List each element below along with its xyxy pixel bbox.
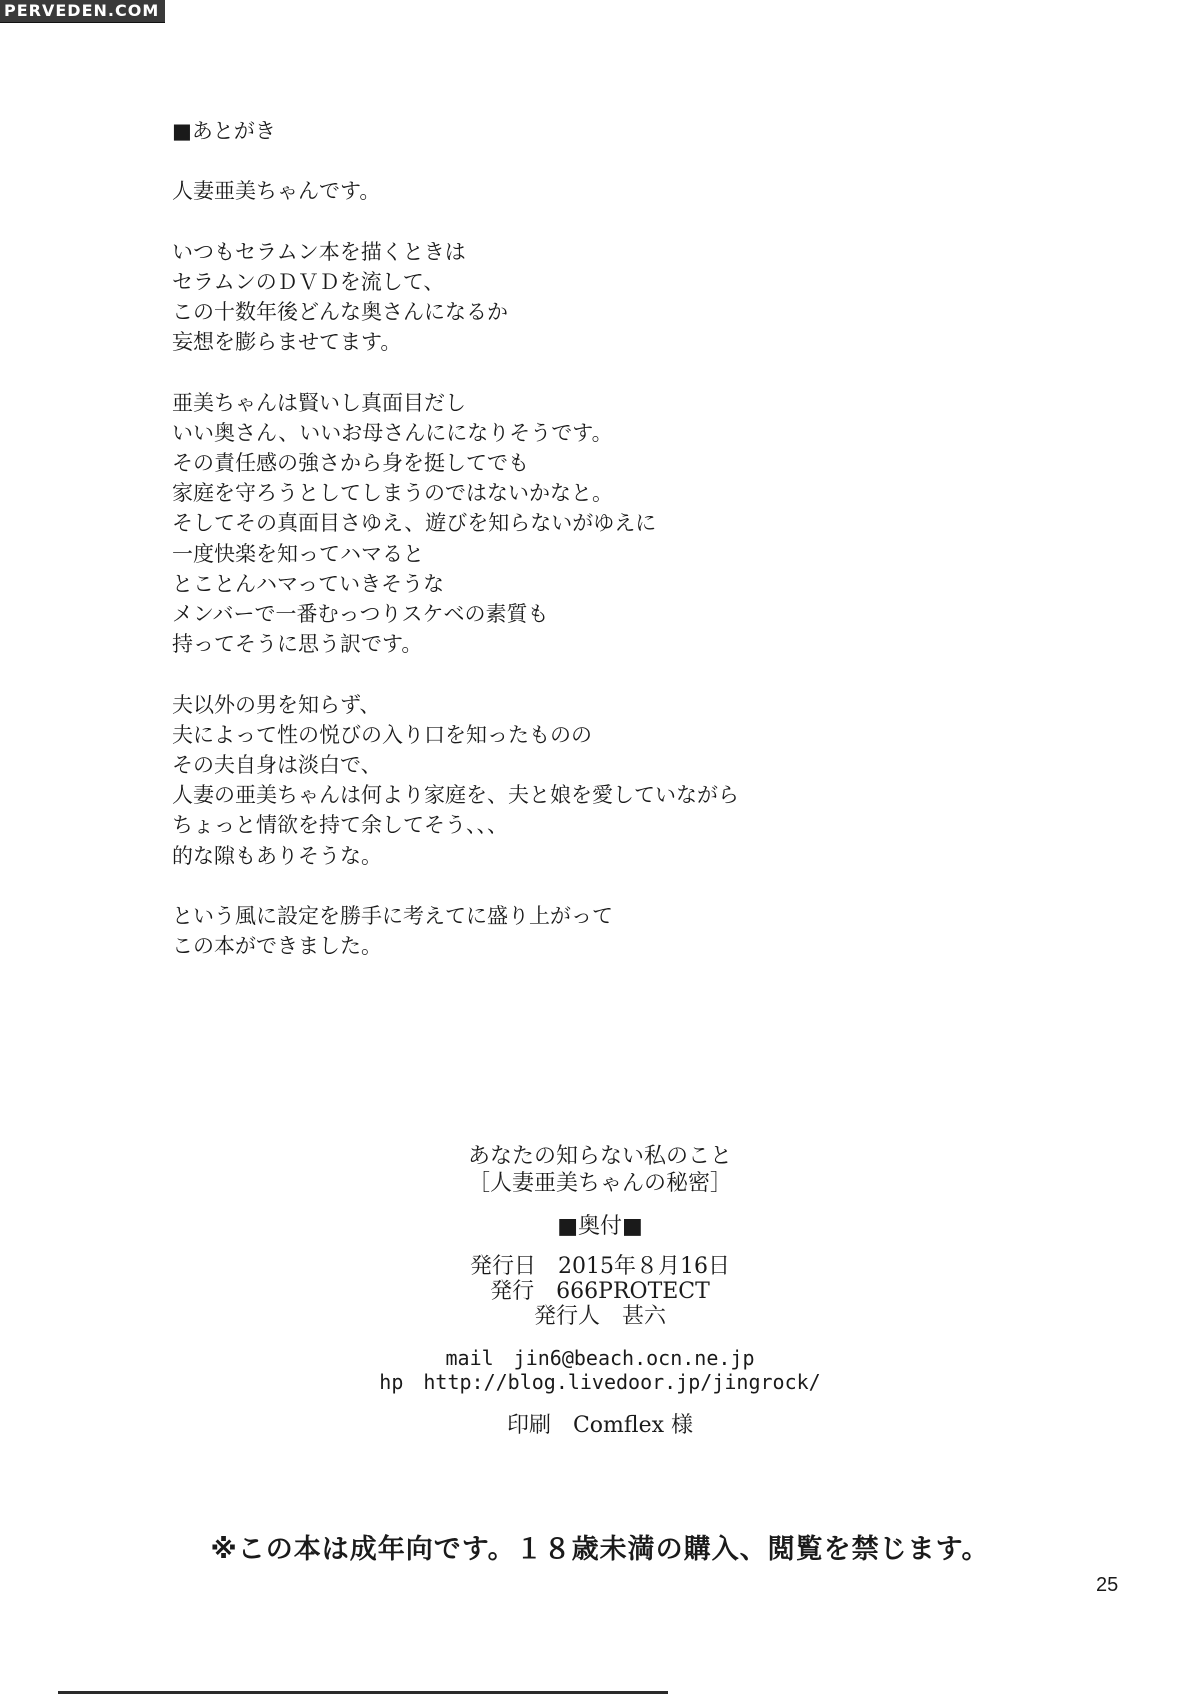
text-line: その夫自身は淡白で、 bbox=[172, 753, 382, 778]
adult-notice: ※この本は成年向です。１８歳未満の購入、閲覧を禁じます。 bbox=[210, 1534, 990, 1565]
text-line: 人妻亜美ちゃんです。 bbox=[172, 179, 381, 204]
colophon-section bbox=[350, 1143, 850, 1439]
site-watermark: PERVEDEN.COM bbox=[0, 0, 165, 23]
text-line: 持ってそうに思う訳です。 bbox=[172, 632, 423, 657]
contact-info bbox=[350, 1346, 850, 1394]
homepage-url: hp http://blog.livedoor.jp/jingrock/ bbox=[379, 1370, 821, 1394]
text-line: 妄想を膨らませてます。 bbox=[172, 330, 402, 355]
text-line: とことんハマっていきそうな bbox=[172, 571, 445, 596]
afterword-paragraph bbox=[172, 176, 739, 206]
text-line: 人妻の亜美ちゃんは何より家庭を、夫と娘を愛していながら bbox=[172, 783, 739, 808]
afterword-paragraph bbox=[172, 388, 739, 660]
text-line: という風に設定を勝手に考えてに盛り上がって bbox=[172, 904, 613, 929]
book-subtitle: ［人妻亜美ちゃんの秘密］ bbox=[467, 1171, 732, 1196]
text-line: いつもセラムン本を描くときは bbox=[172, 239, 466, 264]
afterword-heading: ■あとがき bbox=[172, 119, 276, 143]
text-line: この本ができました。 bbox=[172, 934, 382, 959]
text-line: セラムンのＤＶＤを流して、 bbox=[172, 269, 445, 294]
printing-credit: 印刷 Comflex 様 bbox=[506, 1413, 694, 1438]
text-line: ちょっと情欲を持て余してそう、、、 bbox=[172, 813, 508, 838]
publish-date: 発行日 2015年８月16日 bbox=[470, 1254, 730, 1279]
text-line: 亜美ちゃんは賢いし真面目だし bbox=[172, 390, 466, 415]
colophon-heading: ■奥付■ bbox=[557, 1214, 643, 1239]
text-line: その責任感の強さから身を挺してでも bbox=[172, 451, 529, 475]
afterword-section bbox=[172, 116, 739, 992]
scan-edge-line bbox=[58, 1691, 668, 1694]
page-number: 25 bbox=[1096, 1574, 1119, 1596]
text-line: 的な隙もありそうな。 bbox=[172, 843, 382, 868]
afterword-paragraph bbox=[172, 901, 739, 961]
afterword-paragraph bbox=[172, 690, 739, 871]
text-line: この十数年後どんな奥さんになるか bbox=[172, 300, 508, 324]
afterword-paragraph bbox=[172, 237, 739, 358]
publisher: 発行 666PROTECT bbox=[490, 1279, 710, 1304]
book-title: あなたの知らない私のこと bbox=[467, 1144, 732, 1169]
text-line: 夫以外の男を知らず、 bbox=[172, 692, 381, 717]
issuer: 発行人 甚六 bbox=[533, 1304, 666, 1329]
publication-info bbox=[350, 1254, 850, 1329]
mail-address: mail jin6@beach.ocn.ne.jp bbox=[445, 1346, 755, 1370]
text-line: 家庭を守ろうとしてしまうのではないかなと。 bbox=[172, 481, 613, 506]
text-line: 夫によって性の悦びの入り口を知ったものの bbox=[172, 722, 592, 747]
text-line: そしてその真面目さゆえ、遊びを知らないがゆえに bbox=[172, 511, 657, 536]
text-line: いい奥さん、いいお母さんにになりそうです。 bbox=[172, 420, 613, 445]
text-line: メンバーで一番むっつりスケベの素質も bbox=[172, 602, 549, 627]
text-line: 一度快楽を知ってハマると bbox=[172, 541, 424, 566]
